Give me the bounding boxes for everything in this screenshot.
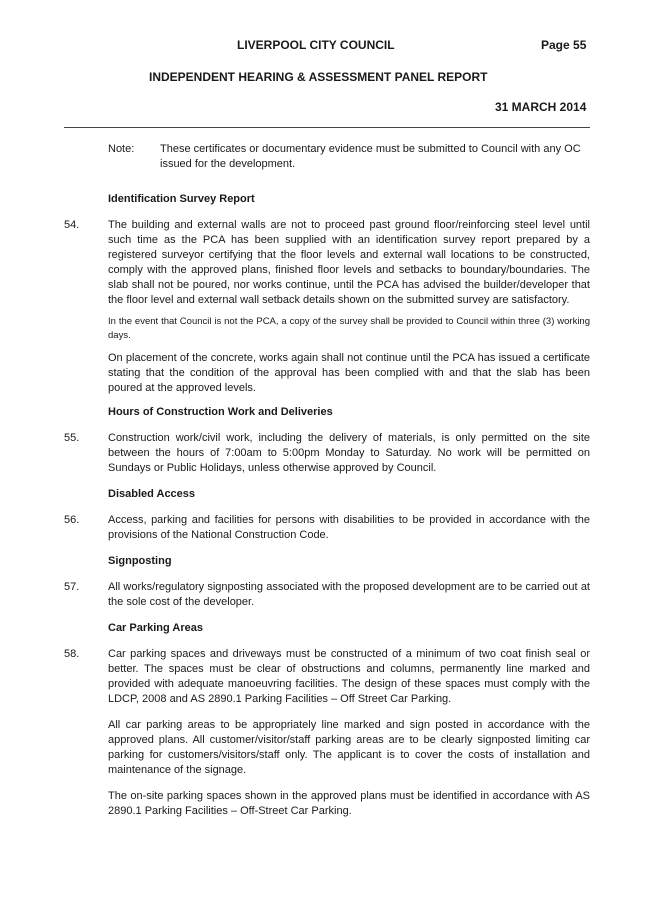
condition-58-extra-2: The on-site parking spaces shown in the approved plans must be identified in accordance with AS 2890.1 Parking Facilities – Off-Street Car Parking. [108, 790, 590, 817]
condition-number: 57. [64, 581, 80, 593]
condition-54 [64, 218, 590, 308]
report-date: 31 MARCH 2014 [495, 100, 587, 114]
condition-54-extra: On placement of the concrete, works again shall not continue until the PCA has issued a certificate stating that the condition of the approval has been complied with and that the slab has been poured at the approved levels. [108, 352, 590, 394]
page-number: Page 55 [541, 38, 587, 52]
condition-55 [64, 431, 590, 476]
condition-54-note: In the event that Council is not the PCA, a copy of the survey shall be provided to Council within three (3) working days. [108, 316, 590, 341]
condition-56 [64, 513, 590, 543]
condition-57 [64, 580, 590, 610]
header-divider [64, 127, 590, 128]
section-heading-identification-survey: Identification Survey Report [108, 193, 255, 205]
condition-text: Access, parking and facilities for persons with disabilities to be provided in accordance with the provisions of the National Construction Code. [108, 514, 590, 541]
condition-text: Car parking spaces and driveways must be constructed of a minimum of two coat finish seal or better. The spaces must be clear of obstructions and columns, permanently line marked and provided with adequate manoeuvring facilities. The design of these spaces must comply with the LDCP, 2008 and AS 2890.1 Parking Facilities – Off Street Car Parking. [108, 648, 590, 705]
condition-58 [64, 647, 590, 707]
section-heading-signposting: Signposting [108, 555, 172, 567]
note-text: These certificates or documentary evidence must be submitted to Council with any OC issued for the development. [160, 143, 581, 170]
note [64, 142, 590, 172]
section-heading-hours: Hours of Construction Work and Deliveries [108, 406, 333, 418]
condition-number: 54. [64, 219, 80, 231]
condition-number: 55. [64, 432, 80, 444]
note-label: Note: [108, 143, 135, 155]
condition-text: Construction work/civil work, including the delivery of materials, is only permitted on the site between the hours of 7:00am to 5:00pm Monday to Saturday. No work will be permitted on Sundays or Public Holidays, unless otherwise approved by Council. [108, 432, 590, 474]
condition-number: 56. [64, 514, 80, 526]
condition-number: 58. [64, 648, 80, 660]
council-name: LIVERPOOL CITY COUNCIL [237, 38, 395, 52]
document-body [64, 142, 590, 819]
condition-text: All works/regulatory signposting associated with the proposed development are to be carried out at the sole cost of the developer. [108, 581, 590, 608]
condition-58-extra: All car parking areas to be appropriately line marked and sign posted in accordance with the approved plans. All customer/visitor/staff parking areas are to be clearly signposted limiting car parking for customers/visitors/staff only. The applicant is to cover the costs of installation and maintenance of the signage. [108, 719, 590, 776]
section-heading-car-parking: Car Parking Areas [108, 622, 203, 634]
section-heading-disabled-access: Disabled Access [108, 488, 196, 500]
condition-text: The building and external walls are not to proceed past ground floor/reinforcing steel level until such time as the PCA has been supplied with an identification survey report prepared by a registered surveyor certifying that the floor levels and external wall locations to be constructed, comply with the approved plans, finished floor levels and setbacks to boundary/boundaries. The slab shall not be poured, nor works continue, until the PCA has advised the builder/developer that the floor level and external wall setback details shown on the submitted survey are satisfactory. [108, 219, 590, 306]
report-title: INDEPENDENT HEARING & ASSESSMENT PANEL REPORT [149, 70, 488, 84]
